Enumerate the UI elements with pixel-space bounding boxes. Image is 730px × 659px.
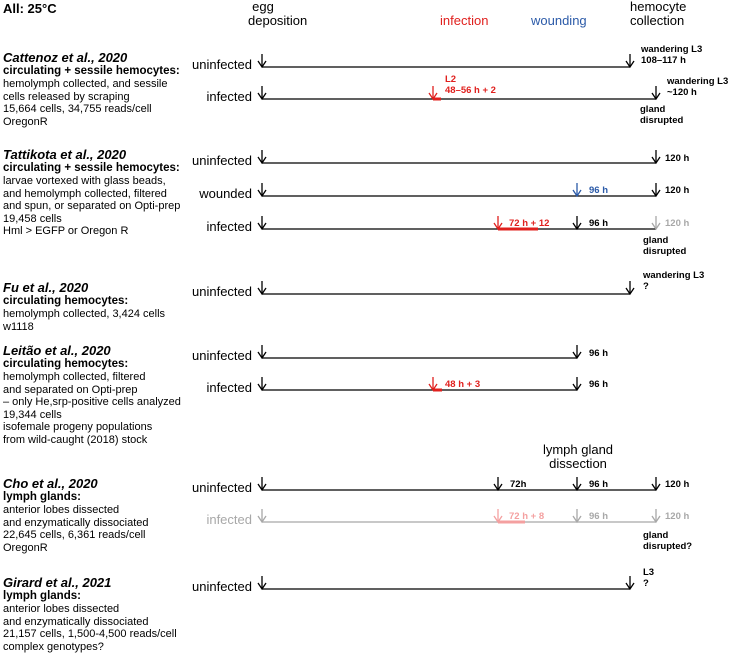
infection-bar (433, 98, 441, 101)
wounding-header: wounding (531, 13, 587, 28)
gland-note (640, 104, 683, 126)
dissection-header (540, 443, 616, 471)
gland-note-line: disrupted (643, 246, 687, 257)
infection-bar (433, 389, 442, 392)
study-line: and enzymatically dissociated (3, 516, 149, 529)
study-line: w1118 (3, 320, 34, 333)
mid-arrow-icon (573, 216, 581, 229)
time-label: 96 h (589, 479, 609, 490)
end-label-line: wandering L3 (643, 270, 705, 281)
study-line: hemolymph collected, 3,424 cells (3, 308, 166, 320)
study-line: and enzymatically dissociated (3, 615, 149, 628)
study-line: OregonR (3, 541, 48, 554)
infection-arrow-icon (494, 509, 502, 522)
gland-note-line: gland (640, 104, 666, 115)
time-label: 72h (510, 479, 527, 490)
study-subtitle: circulating hemocytes: (3, 295, 129, 307)
study-line: anterior lobes dissected (3, 504, 120, 516)
row-label: uninfected (192, 579, 252, 594)
egg-arrow-icon (258, 183, 266, 196)
study-subtitle: circulating + sessile hemocytes: (3, 65, 180, 77)
study-cho (3, 476, 149, 554)
egg-arrow-icon (258, 509, 266, 522)
gland-note-line: disrupted? (643, 541, 693, 552)
header-egg-line2: deposition (248, 13, 308, 28)
gland-note (643, 530, 692, 552)
dissection-header-line: lymph gland (542, 442, 614, 457)
collection-arrow-icon (626, 281, 634, 294)
study-line: larvae vortexed with glass beads, (3, 175, 166, 187)
dissection-arrow-icon (652, 477, 660, 490)
study-line: complex genotypes? (3, 640, 104, 653)
time-label: 96 h (589, 511, 609, 522)
study-line: 19,344 cells (3, 408, 62, 421)
study-line: Hml > EGFP or Oregon R (3, 225, 129, 238)
study-subtitle: circulating + sessile hemocytes: (3, 162, 180, 174)
collection-arrow-icon (652, 86, 660, 99)
end-label: 120 h (665, 185, 690, 196)
gland-note-line: gland (643, 235, 669, 246)
row-label: uninfected (192, 153, 252, 168)
row-label: infected (206, 219, 252, 234)
study-title: Cho et al., 2020 (3, 476, 98, 491)
end-label (643, 567, 654, 589)
study-cattenoz (3, 50, 180, 128)
gland-note (643, 235, 686, 257)
end-label-line: ~120 h (667, 87, 697, 98)
row-label: infected (206, 89, 252, 104)
end-label (641, 44, 702, 66)
dissection-arrow-icon (652, 509, 660, 522)
end-label: 120 h (665, 511, 690, 522)
egg-arrow-icon (258, 377, 266, 390)
end-label: 120 h (665, 218, 690, 229)
egg-arrow-icon (258, 477, 266, 490)
study-line: 19,458 cells (3, 212, 62, 225)
dissection-header-line: dissection (549, 456, 607, 471)
infection-header: infection (440, 13, 489, 28)
row-label: uninfected (192, 57, 252, 72)
infection-arrow-icon (429, 86, 437, 99)
mid-label: 96 h (589, 218, 609, 229)
end-label (643, 270, 704, 292)
study-line: from wild-caught (2018) stock (3, 433, 148, 446)
egg-arrow-icon (258, 345, 266, 358)
egg-arrow-icon (258, 150, 266, 163)
end-label-line: ? (643, 281, 649, 292)
egg-arrow-icon (258, 216, 266, 229)
study-title: Cattenoz et al., 2020 (3, 50, 128, 65)
study-line: isofemale progeny populations (3, 421, 153, 434)
header-egg-line1: egg (252, 0, 274, 14)
study-title: Tattikota et al., 2020 (3, 147, 127, 162)
gland-note-line: disrupted (640, 115, 684, 126)
wounding-arrow-icon (573, 183, 581, 196)
study-title: Leitão et al., 2020 (3, 343, 111, 358)
temperature-condition: All: 25°C (3, 1, 57, 16)
collection-arrow-icon (626, 576, 634, 589)
dissection-arrow-icon (573, 477, 581, 490)
infection-label: 72 h + 8 (509, 511, 545, 522)
header-hemocyte-line2: collection (630, 13, 685, 28)
gland-note-line: gland (643, 530, 669, 541)
study-line: 22,645 cells, 6,361 reads/cell (3, 529, 146, 542)
end-label: 120 h (665, 153, 690, 164)
collection-arrow-icon (573, 377, 581, 390)
row-label: wounded (199, 186, 252, 201)
study-line: – only He,srp-positive cells analyzed (3, 396, 181, 409)
study-line: and spun, or separated on Opti-prep (3, 200, 181, 213)
study-tattikota (3, 147, 180, 238)
study-title: Fu et al., 2020 (3, 280, 89, 295)
study-line: hemolymph collected, filtered (3, 371, 146, 383)
wounding-label: 96 h (589, 185, 609, 196)
collection-arrow-icon-gray (652, 216, 660, 229)
study-girard (3, 575, 177, 653)
study-subtitle: lymph glands: (3, 491, 81, 503)
end-label-line: wandering L3 (641, 44, 703, 55)
end-label-line: L3 (643, 567, 655, 578)
infection-label-line: L2 (445, 74, 457, 85)
egg-arrow-icon (258, 86, 266, 99)
study-title: Girard et al., 2021 (3, 575, 112, 590)
end-label: 96 h (589, 379, 609, 390)
egg-arrow-icon (258, 576, 266, 589)
end-label: 120 h (665, 479, 690, 490)
collection-arrow-icon (652, 150, 660, 163)
end-label-line: wandering L3 (667, 76, 729, 87)
study-fu (3, 280, 165, 333)
study-subtitle: lymph glands: (3, 590, 81, 602)
end-label-line: ? (643, 578, 649, 589)
egg-arrow-icon (258, 54, 266, 67)
row-label: uninfected (192, 284, 252, 299)
row-label: infected (206, 512, 252, 527)
infection-label-line: 48–56 h + 2 (445, 85, 496, 96)
study-line: 15,664 cells, 34,755 reads/cell (3, 103, 152, 116)
infection-label (445, 74, 496, 96)
study-line: cells released by scraping (3, 90, 130, 103)
collection-arrow-icon (652, 183, 660, 196)
end-label: 96 h (589, 348, 609, 359)
infection-arrow-icon (494, 216, 502, 229)
dissection-arrow-icon (573, 509, 581, 522)
row-label: uninfected (192, 480, 252, 495)
end-label (667, 76, 728, 98)
infection-arrow-icon (429, 377, 437, 390)
study-line: anterior lobes dissected (3, 603, 120, 615)
egg-arrow-icon (258, 281, 266, 294)
study-line: 21,157 cells, 1,500-4,500 reads/cell (3, 628, 177, 641)
infection-label: 72 h + 12 (509, 218, 550, 229)
collection-arrow-icon (573, 345, 581, 358)
collection-arrow-icon (626, 54, 634, 67)
row-label: infected (206, 380, 252, 395)
study-line: OregonR (3, 115, 48, 128)
study-leitao (3, 343, 181, 447)
study-line: hemolymph collected, and sessile (3, 78, 168, 90)
infection-label: 48 h + 3 (445, 379, 481, 390)
study-subtitle: circulating hemocytes: (3, 358, 129, 370)
header-hemocyte-line1: hemocyte (630, 0, 687, 14)
study-line: and separated on Opti-prep (3, 383, 138, 396)
end-label-line: 108–117 h (641, 55, 686, 66)
study-line: and hemolymph collected, filtered (3, 187, 167, 200)
row-label: uninfected (192, 348, 252, 363)
dissection-arrow-icon (494, 477, 502, 490)
